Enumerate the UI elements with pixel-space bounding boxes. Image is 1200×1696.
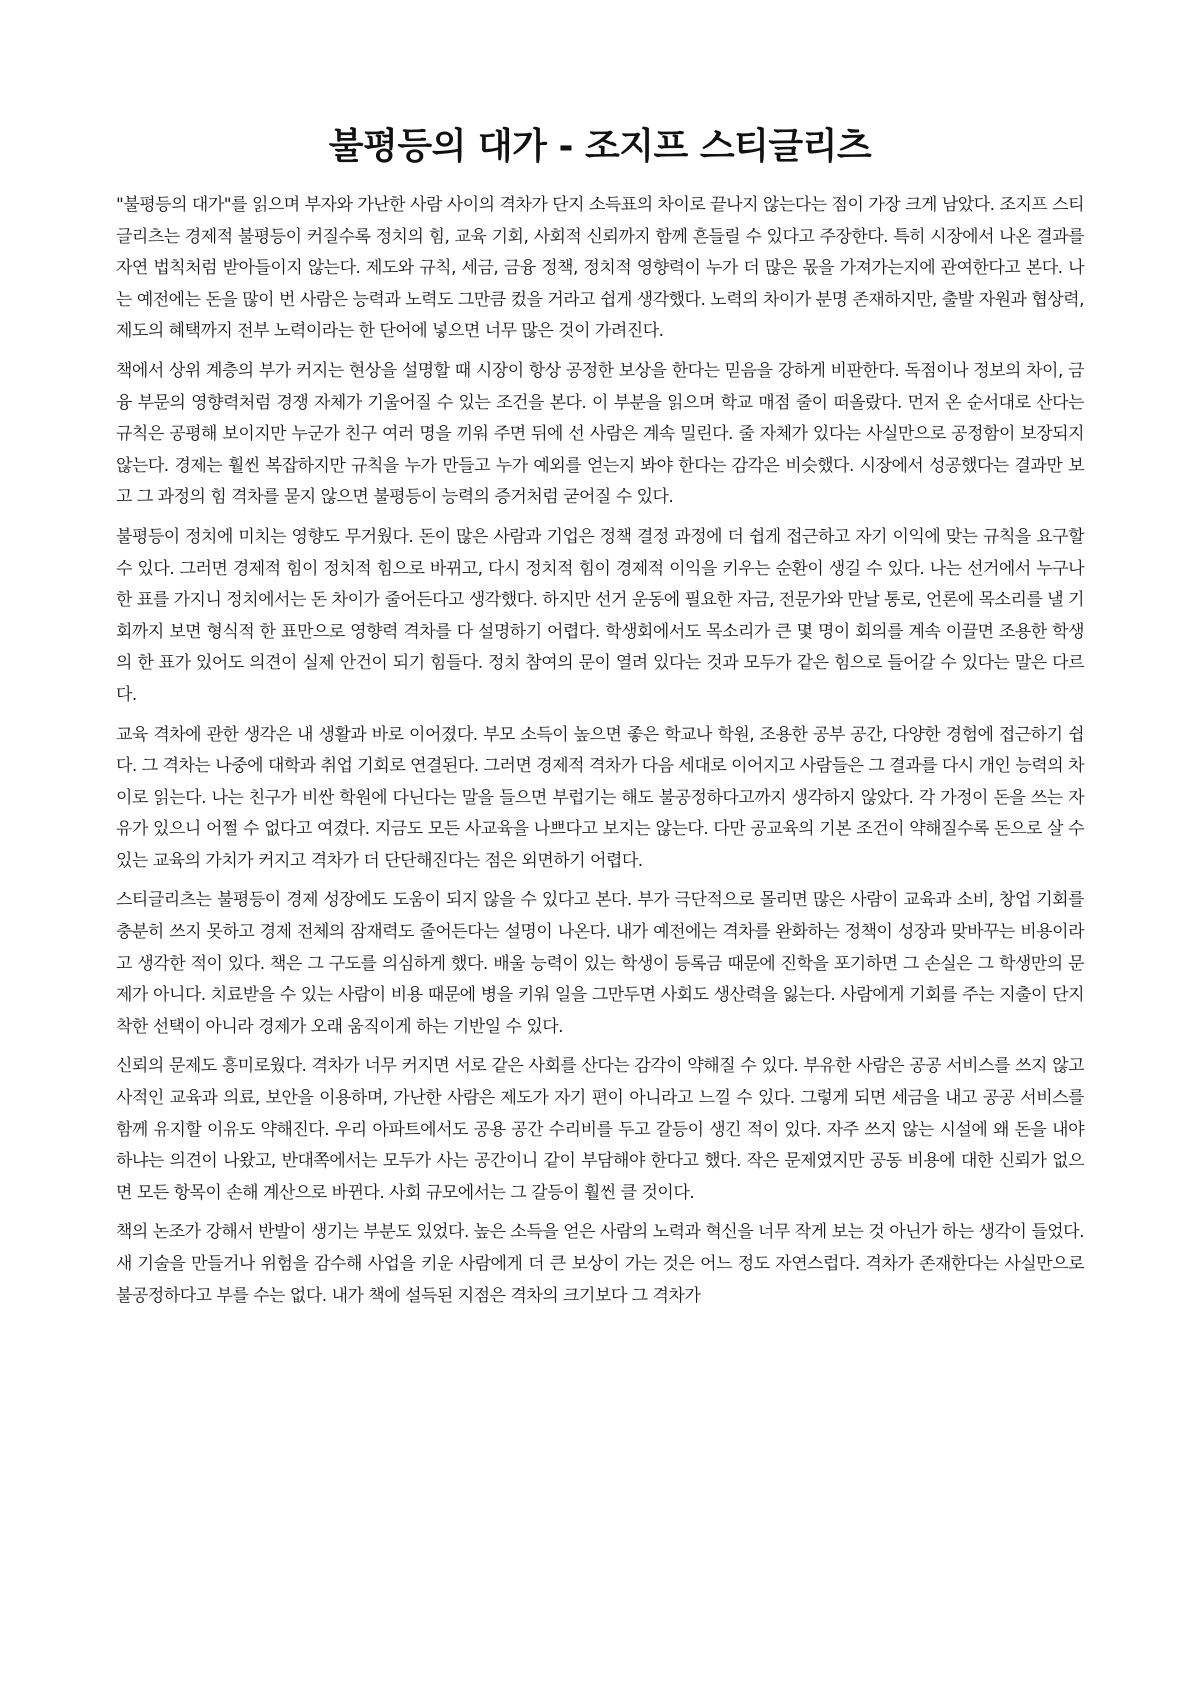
paragraph-1: "불평등의 대가"를 읽으며 부자와 가난한 사람 사이의 격차가 단지 소득표의 차이로 끝나지 않는다는 점이 가장 크게 남았다. 조지프 스티글리츠는 경제적 불평등이 커질수록 정치의 힘, 교육 기회, 사회적 신뢰까지 함께 흔들릴 수 있다고 주장한다. 특히 시장에서 나온 결과를 자연 법칙처럼 받아들이지 않는다. 제도와 규칙, 세금, 금융 정책, 정치적 영향력이 누가 더 많은 몫을 가져가는지에 관여한다고 본다. 나는 예전에는 돈을 많이 번 사람은 능력과 노력도 그만큼 컸을 거라고 쉽게 생각했다. 노력의 차이가 분명 존재하지만, 출발 자원과 협상력, 제도의 혜택까지 전부 노력이라는 한 단어에 넣으면 너무 많은 것이 가려진다. [116,195,1084,342]
paragraph-4: 교육 격차에 관한 생각은 내 생활과 바로 이어졌다. 부모 소득이 높으면 좋은 학교나 학원, 조용한 공부 공간, 다양한 경험에 접근하기 쉽다. 그 격차는 나중에 대학과 취업 기회로 연결된다. 그러면 경제적 격차가 다음 세대로 이어지고 사람들은 그 결과를 다시 개인 능력의 차이로 읽는다. 나는 친구가 비싼 학원에 다닌다는 말을 들으면 부럽기는 해도 불공정하다고까지 생각하지 않았다. 각 가정이 돈을 쓰는 자유가 있으니 어쩔 수 없다고 여겼다. 지금도 모든 사교육을 나쁘다고 보지는 않는다. 다만 공교육의 기본 조건이 약해질수록 돈으로 살 수 있는 교육의 가치가 커지고 격차가 더 단단해진다는 점은 외면하기 어렵다. [116,724,1084,871]
paragraph-6: 신뢰의 문제도 흥미로웠다. 격차가 너무 커지면 서로 같은 사회를 산다는 감각이 약해질 수 있다. 부유한 사람은 공공 서비스를 쓰지 않고 사적인 교육과 의료, 보안을 이용하며, 가난한 사람은 제도가 자기 편이 아니라고 느낄 수 있다. 그렇게 되면 세금을 내고 공공 서비스를 함께 유지할 이유도 약해진다. 우리 아파트에서도 공용 공간 수리비를 두고 갈등이 생긴 적이 있다. 자주 쓰지 않는 시설에 왜 돈을 내야 하냐는 의견이 나왔고, 반대쪽에서는 모두가 사는 공간이니 같이 부담해야 한다고 했다. 작은 문제였지만 공동 비용에 대한 신뢰가 없으면 모든 항목이 손해 계산으로 바뀐다. 사회 규모에서는 그 갈등이 훨씬 클 것이다. [116,1056,1084,1203]
paragraph-5: 스티글리츠는 불평등이 경제 성장에도 도움이 되지 않을 수 있다고 본다. 부가 극단적으로 몰리면 많은 사람이 교육과 소비, 창업 기회를 충분히 쓰지 못하고 경제 전체의 잠재력도 줄어든다는 설명이 나온다. 내가 예전에는 격차를 완화하는 정책이 성장과 맞바꾸는 비용이라고 생각한 적이 있다. 책은 그 구도를 의심하게 했다. 배울 능력이 있는 학생이 등록금 때문에 진학을 포기하면 그 손실은 그 학생만의 문제가 아니다. 치료받을 수 있는 사람이 비용 때문에 병을 키워 일을 그만두면 사회도 생산력을 잃는다. 사람에게 기회를 주는 지출이 단지 착한 선택이 아니라 경제가 오래 움직이게 하는 기반일 수 있다. [116,890,1084,1037]
document-page [116,0,1084,1320]
paragraph-7: 책의 논조가 강해서 반발이 생기는 부분도 있었다. 높은 소득을 얻은 사람의 노력과 혁신을 너무 작게 보는 것 아닌가 하는 생각이 들었다. 새 기술을 만들거나 위험을 감수해 사업을 키운 사람에게 더 큰 보상이 가는 것은 어느 정도 자연스럽다. 격차가 존재한다는 사실만으로 불공정하다고 부를 수는 없다. 내가 책에 설득된 지점은 격차의 크기보다 그 격차가 [116,1222,1084,1306]
paragraph-2: 책에서 상위 계층의 부가 커지는 현상을 설명할 때 시장이 항상 공정한 보상을 한다는 믿음을 강하게 비판한다. 독점이나 정보의 차이, 금융 부문의 영향력처럼 경쟁 자체가 기울어질 수 있는 조건을 본다. 이 부분을 읽으며 학교 매점 줄이 떠올랐다. 먼저 온 순서대로 산다는 규칙은 공평해 보이지만 누군가 친구 여러 명을 끼워 주면 뒤에 선 사람은 계속 밀린다. 줄 자체가 있다는 사실만으로 공정함이 보장되지 않는다. 경제는 훨씬 복잡하지만 규칙을 누가 만들고 누가 예외를 얻는지 봐야 한다는 감각은 비슷했다. 시장에서 성공했다는 결과만 보고 그 과정의 힘 격차를 묻지 않으면 불평등이 능력의 증거처럼 굳어질 수 있다. [116,360,1084,508]
document-body [116,190,1084,1312]
paragraph-3: 불평등이 정치에 미치는 영향도 무거웠다. 돈이 많은 사람과 기업은 정책 결정 과정에 더 쉽게 접근하고 자기 이익에 맞는 규칙을 요구할 수 있다. 그러면 경제적 힘이 정치적 힘으로 바뀌고, 다시 정치적 힘이 경제적 이익을 키우는 순환이 생길 수 있다. 나는 선거에서 누구나 한 표를 가지니 정치에서는 돈 차이가 줄어든다고 생각했다. 하지만 선거 운동에 필요한 자금, 전문가와 만날 통로, 언론에 목소리를 낼 기회까지 보면 형식적 한 표만으로 영향력 격차를 다 설명하기 어렵다. 학생회에서도 목소리가 큰 몇 명이 회의를 계속 이끌면 조용한 학생의 한 표가 있어도 의견이 실제 안건이 되기 힘들다. 정치 참여의 문이 열려 있다는 것과 모두가 같은 힘으로 들어갈 수 있다는 말은 다르다. [116,526,1084,705]
document-title: 불평등의 대가 - 조지프 스티글리츠 [328,126,872,167]
